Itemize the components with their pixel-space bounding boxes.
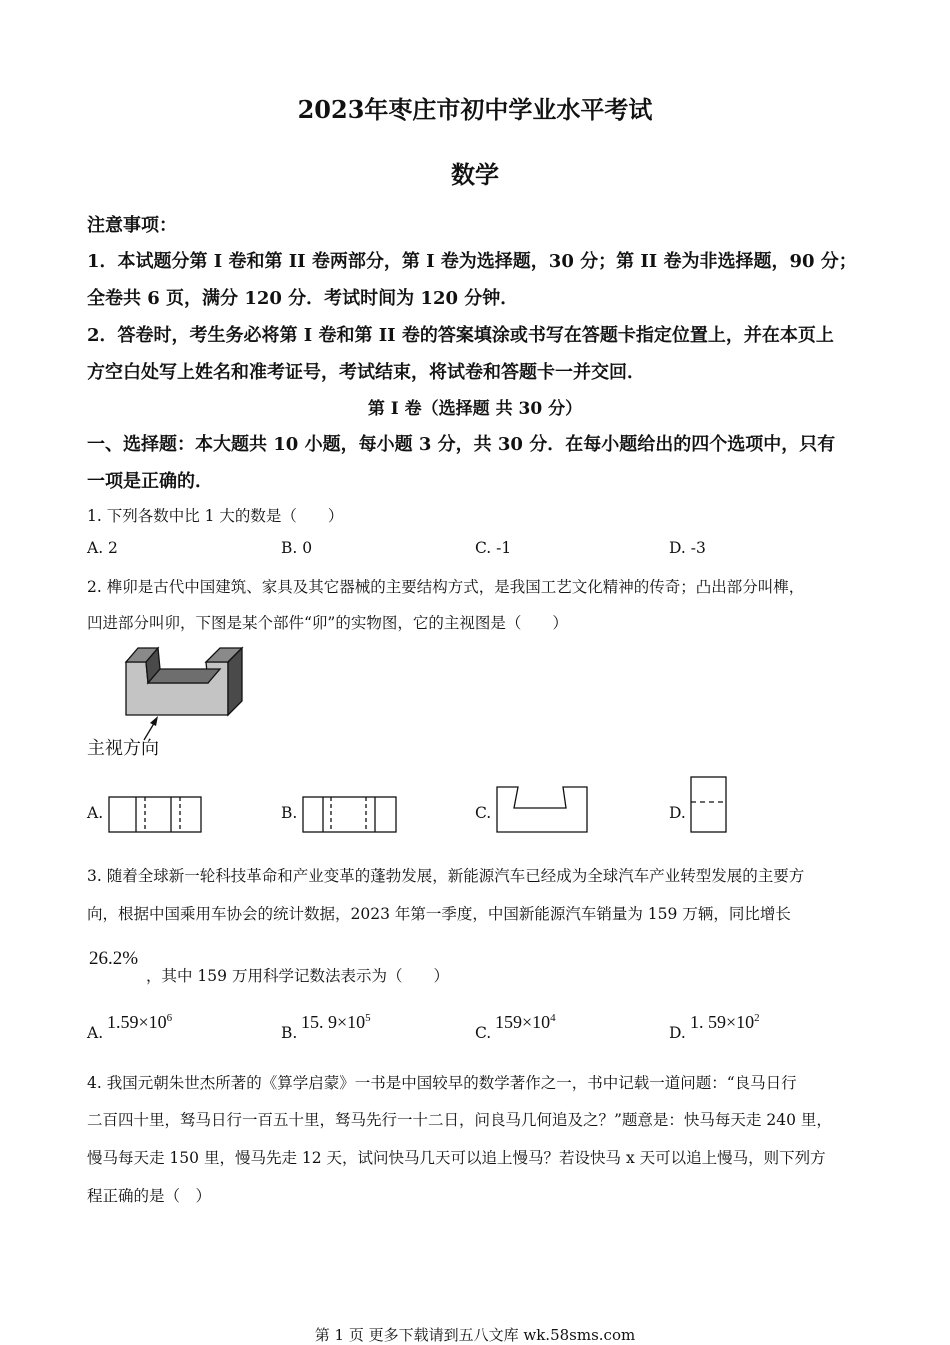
notice-line-1: 1．本试题分第 I 卷和第 II 卷两部分，第 I 卷为选择题，30 分；第 II 卷为非选择题，90 分； xyxy=(87,251,857,272)
section-instruction-2: 一项是正确的． xyxy=(87,471,213,492)
q2-option-b-label: B. xyxy=(281,804,298,822)
q1-option-a: A. 2 xyxy=(87,539,118,557)
q2-option-c-figure xyxy=(496,786,590,834)
q1-stem: 1. 下列各数中比 1 大的数是（ ） xyxy=(87,507,344,525)
q2-option-d-label: D. xyxy=(669,804,686,822)
q3-percent: 26.2% xyxy=(89,948,139,969)
q2-stem-line-1: 2. 榫卯是古代中国建筑、家具及其它器械的主要结构方式，是我国工艺文化精神的传奇；凸出部分叫榫， xyxy=(87,578,805,596)
q3-option-b-label: B. xyxy=(281,1024,298,1042)
notice-line-3: 2．答卷时，考生务必将第 I 卷和第 II 卷的答案填涂或书写在答题卡指定位置上，并在本页上 xyxy=(87,325,834,346)
q2-option-a-label: A. xyxy=(87,804,104,822)
notice-heading: 注意事项： xyxy=(87,215,177,236)
q3-option-c-label: C. xyxy=(475,1024,492,1042)
q3-option-b-exp: 5 xyxy=(365,1012,371,1024)
q3-option-c-value xyxy=(495,1012,556,1033)
q3-option-b-base: 15. 9×10 xyxy=(301,1012,366,1032)
mortise-3d-figure xyxy=(120,640,260,745)
q3-option-c-exp: 4 xyxy=(550,1012,556,1024)
q3-stem-line-3: ，其中 159 万用科学记数法表示为（ ） xyxy=(146,967,449,985)
exam-title: 2023年枣庄市初中学业水平考试 xyxy=(297,95,653,124)
q3-option-d-label: D. xyxy=(669,1024,686,1042)
view-direction-caption: 主视方向 xyxy=(87,738,159,759)
q3-option-d-value xyxy=(690,1012,760,1033)
q4-stem-line-2: 二百四十里，驽马日行一百五十里，驽马先行一十二日，问良马几何追及之？”题意是：快马每天走 240 里， xyxy=(87,1111,832,1129)
q3-option-a-exp: 6 xyxy=(166,1012,173,1024)
volume-title: 第 I 卷（选择题 共 30 分） xyxy=(367,399,583,419)
q4-stem-line-3: 慢马每天走 150 里，慢马先走 12 天，试问快马几天可以追上慢马？若设快马 x 天可以追上慢马，则下列方 xyxy=(87,1149,826,1167)
q4-stem-line-4: 程正确的是（ ） xyxy=(87,1187,212,1205)
q2-option-b-figure xyxy=(302,796,398,834)
mortise-groove-floor xyxy=(148,669,220,683)
q3-option-a-label: A. xyxy=(87,1024,104,1042)
q3-stem-line-2: 向，根据中国乘用车协会的统计数据，2023 年第一季度，中国新能源汽车销量为 159 万辆，同比增长 xyxy=(87,905,791,923)
q1-option-b: B. 0 xyxy=(281,539,313,557)
q2-option-d-figure xyxy=(690,776,728,834)
q2-option-a-figure xyxy=(108,796,203,834)
q1-option-d: D. -3 xyxy=(669,539,706,557)
section-instruction-1: 一、选择题：本大题共 10 小题，每小题 3 分，共 30 分．在每小题给出的四个选项中，只有 xyxy=(87,434,836,455)
q3-stem-line-1: 3. 随着全球新一轮科技革命和产业变革的蓬勃发展，新能源汽车已经成为全球汽车产业转型发展的主要方 xyxy=(87,867,805,885)
notice-line-2: 全卷共 6 页，满分 120 分．考试时间为 120 分钟． xyxy=(87,288,519,309)
page-footer: 第 1 页 更多下载请到五八文库 wk.58sms.com xyxy=(314,1326,636,1344)
notice-line-4: 方空白处写上姓名和准考证号，考试结束，将试卷和答题卡一并交回． xyxy=(87,362,645,383)
q3-option-d-exp: 2 xyxy=(754,1012,760,1024)
q1-option-c: C. -1 xyxy=(475,539,512,557)
q2-option-c-label: C. xyxy=(475,804,492,822)
q2-stem-line-2: 凹进部分叫卯，下图是某个部件“卯”的实物图，它的主视图是（ ） xyxy=(87,614,568,632)
q3-option-b-value xyxy=(301,1012,371,1033)
q4-stem-line-1: 4. 我国元朝朱世杰所著的《算学启蒙》一书是中国较早的数学著作之一，书中记载一道问题：“良马日行 xyxy=(87,1074,797,1092)
q3-option-a-base: 1.59×10 xyxy=(107,1012,167,1032)
view-direction-arrowhead xyxy=(150,716,158,726)
q3-option-a-value xyxy=(107,1012,172,1033)
q3-option-d-base: 1. 59×10 xyxy=(690,1012,755,1032)
subject-title: 数学 xyxy=(451,160,499,189)
q3-option-c-base: 159×10 xyxy=(495,1012,551,1032)
